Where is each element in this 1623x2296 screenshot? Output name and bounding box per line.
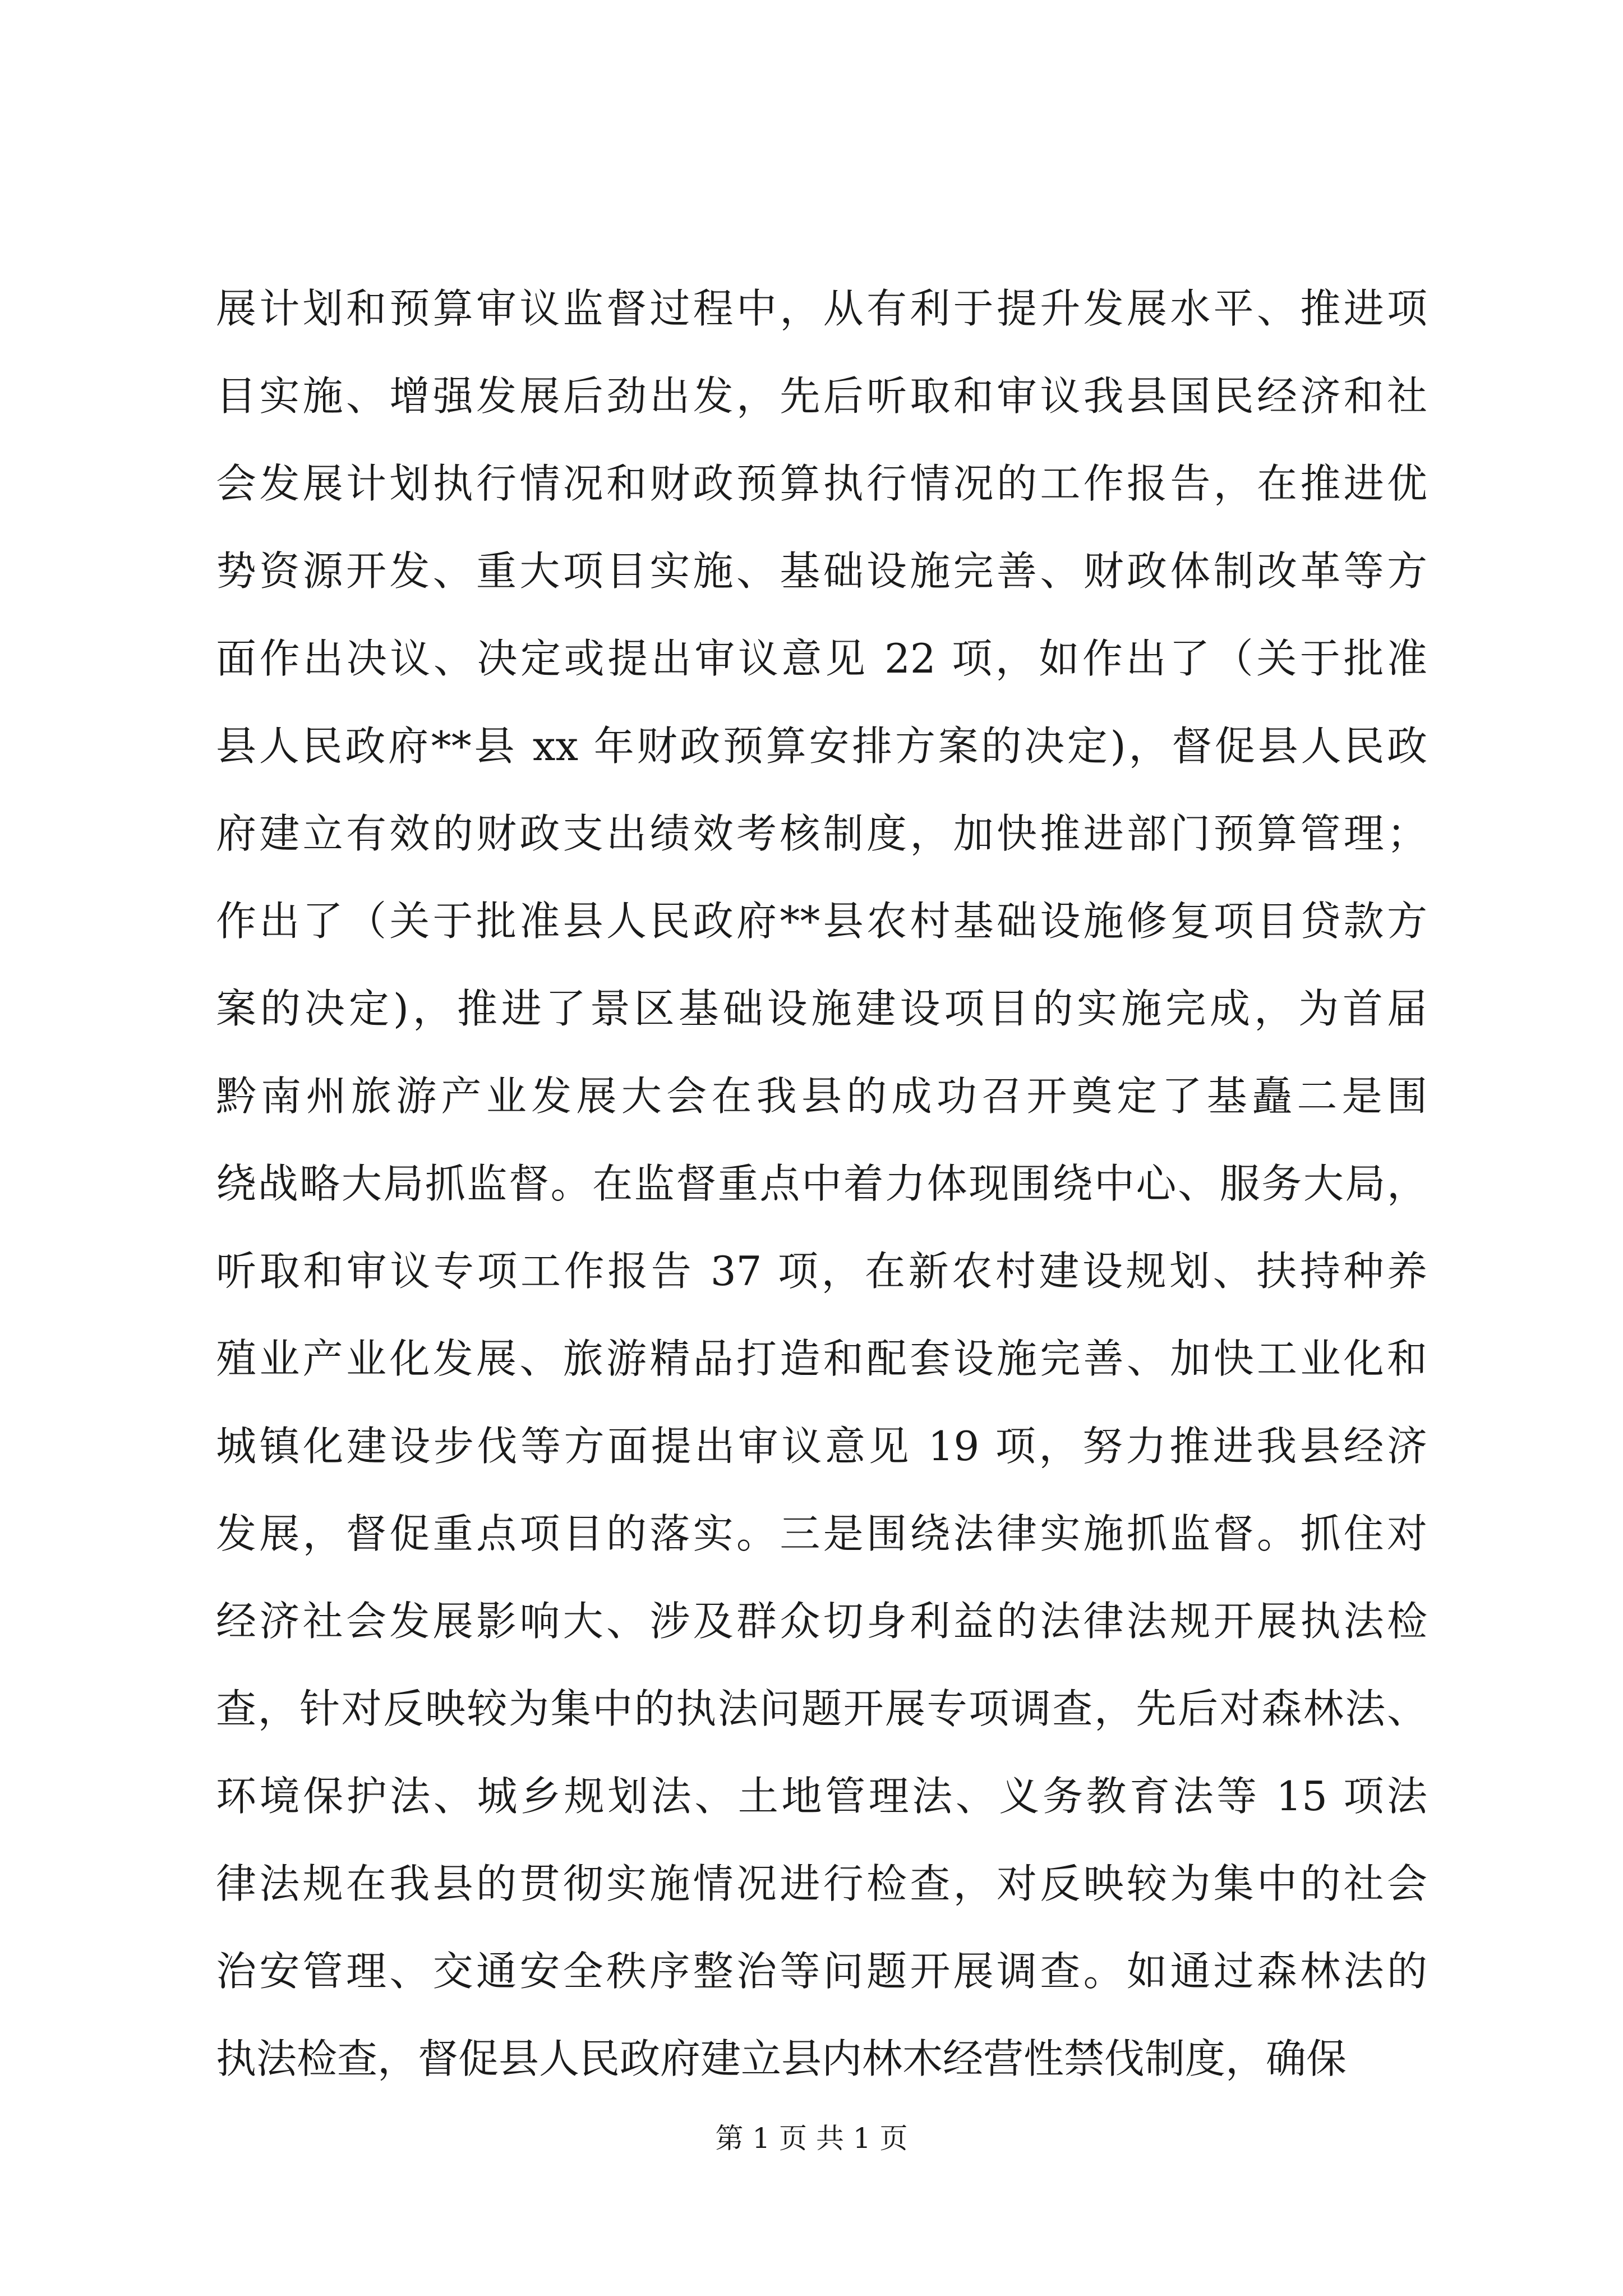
text-line: 经济社会发展影响大、涉及群众切身利益的法律法规开展执法检 [216, 1598, 1427, 1645]
text-line: 势资源开发、重大项目实施、基础设施完善、财政体制改革等方 [216, 547, 1427, 595]
text-line: 殖业产业化发展、旅游精品打造和配套设施完善、加快工业化和 [216, 1335, 1427, 1382]
text-line: 执法检查，督促县人民政府建立县内林木经营性禁伐制度，确保 [216, 2035, 1347, 2082]
text-line: 城镇化建设步伐等方面提出审议意见 19 项，努力推进我县经济 [216, 1423, 1427, 1470]
text-line: 治安管理、交通安全秩序整治等问题开展调查。如通过森林法的 [216, 1948, 1427, 1995]
text-line: 查，针对反映较为集中的执法问题开展专项调查，先后对森林法、 [216, 1685, 1427, 1732]
page-number-footer: 第 1 页 共 1 页 [715, 2122, 908, 2155]
text-line: 黔南州旅游产业发展大会在我县的成功召开奠定了基矗二是围 [216, 1073, 1427, 1120]
text-line: 案的决定)，推进了景区基础设施建设项目的实施完成，为首届 [216, 985, 1427, 1032]
text-line: 县人民政府**县 xx 年财政预算安排方案的决定)，督促县人民政 [216, 723, 1427, 770]
text-line: 环境保护法、城乡规划法、土地管理法、义务教育法等 15 项法 [216, 1773, 1427, 1820]
document-body [216, 265, 1427, 2102]
text-line: 面作出决议、决定或提出审议意见 22 项，如作出了（关于批准 [216, 635, 1427, 682]
text-line: 作出了（关于批准县人民政府**县农村基础设施修复项目贷款方 [216, 898, 1427, 945]
text-line: 发展，督促重点项目的落实。三是围绕法律实施抓监督。抓住对 [216, 1510, 1427, 1557]
text-line: 绕战略大局抓监督。在监督重点中着力体现围绕中心、服务大局， [216, 1160, 1427, 1207]
text-line: 府建立有效的财政支出绩效考核制度，加快推进部门预算管理； [216, 810, 1427, 857]
text-line: 目实施、增强发展后劲出发，先后听取和审议我县国民经济和社 [216, 372, 1427, 420]
text-line: 会发展计划执行情况和财政预算执行情况的工作报告，在推进优 [216, 460, 1427, 507]
text-line: 律法规在我县的贯彻实施情况进行检查，对反映较为集中的社会 [216, 1860, 1427, 1907]
text-line: 听取和审议专项工作报告 37 项，在新农村建设规划、扶持种养 [216, 1248, 1427, 1295]
text-line: 展计划和预算审议监督过程中，从有利于提升发展水平、推进项 [216, 285, 1427, 332]
